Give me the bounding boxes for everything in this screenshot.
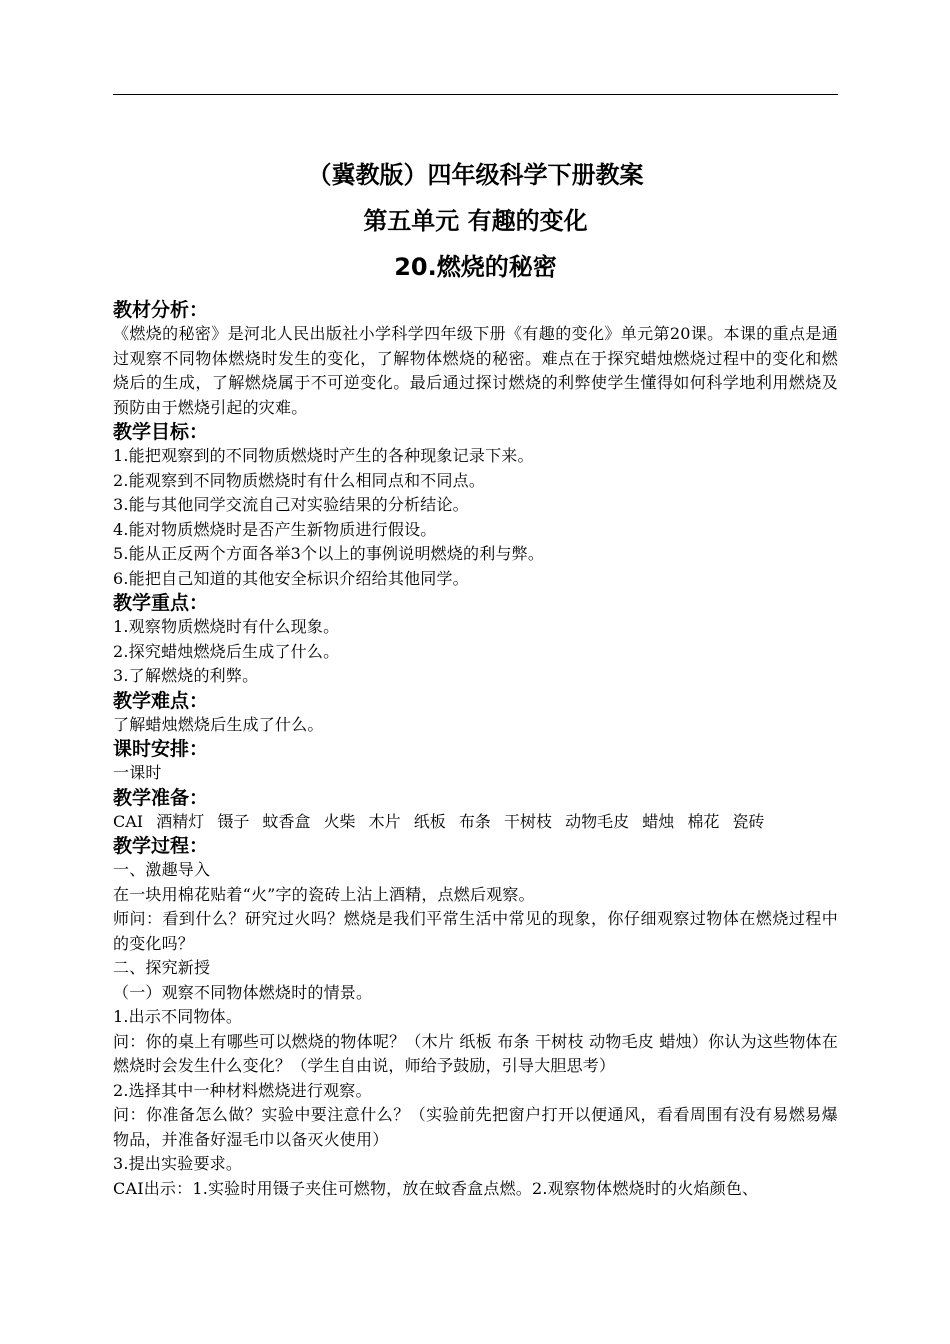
material-item: 干树枝 [503,811,552,831]
difficulty-heading: 教学难点： [113,689,209,712]
material-item: 蚊香盒 [262,811,311,831]
document-body [113,152,838,1201]
material-item: 镊子 [217,811,250,831]
lesson-title: 20.燃烧的秘密 [394,253,557,281]
section-preparation [113,786,838,835]
process-line: 1.出示不同物体。 [113,1007,243,1026]
section-process [113,834,838,1201]
key-points-heading: 教学重点： [113,592,209,614]
process-heading: 教学过程： [113,835,209,857]
process-line: 问：你准备怎么做？实验中要注意什么？（实验前先把窗户打开以便通风，看看周围有没有易燃易爆物品，并准备好湿毛巾以备灭火使用） [113,1105,838,1149]
objective-item: 4.能对物质燃烧时是否产生新物质进行假设。 [113,519,437,539]
process-line: （一）观察不同物体燃烧时的情景。 [113,982,373,1002]
process-line: 师问：看到什么？研究过火吗？燃烧是我们平常生活中常见的现象，你仔细观察过物体在燃烧过程中的变化吗？ [113,909,838,953]
objective-item: 1.能把观察到的不同物质燃烧时产生的各种现象记录下来。 [113,446,534,465]
analysis-text: 《燃烧的秘密》是河北人民出版社小学科学四年级下册《有趣的变化》单元第20课。本课的重点是通过观察不同物体燃烧时发生的变化，了解物体燃烧的秘密。难点在于探究蜡烛燃烧过程中的变化和燃烧后的生成，了解燃烧属于不可逆变化。最后通过探讨燃烧的利弊使学生懂得如何科学地利用燃烧及预防由于燃烧引起的灾难。 [113,324,838,417]
section-key-points [113,591,838,689]
material-item: 动物毛皮 [565,811,630,831]
objective-item: 6.能把自己知道的其他安全标识介绍给其他同学。 [113,568,469,588]
process-line: 二、探究新授 [113,958,211,977]
objective-item: 3.能与其他同学交流自己对实验结果的分析结论。 [113,495,469,514]
material-item: 瓷砖 [732,811,765,831]
material-item: 酒精灯 [156,811,205,831]
section-schedule [113,737,838,786]
analysis-heading: 教材分析： [113,299,209,321]
schedule-heading: 课时安排： [113,738,209,760]
objective-item: 2.能观察到不同物质燃烧时有什么相同点和不同点。 [113,470,486,490]
difficulty-text: 了解蜡烛燃烧后生成了什么。 [113,714,324,734]
header-rule [113,94,838,95]
key-point-item: 2.探究蜡烛燃烧后生成了什么。 [113,641,340,661]
process-line: 问：你的桌上有哪些可以燃烧的物体呢？（木片 纸板 布条 干树枝 动物毛皮 蜡烛）你认为这些物体在燃烧时会发生什么变化？（学生自由说，师给予鼓励，引导大胆思考） [113,1031,838,1075]
material-item: 蜡烛 [642,811,675,831]
process-line: 在一块用棉花贴着“火”字的瓷砖上沾上酒精，点燃后观察。 [113,884,535,904]
material-item: 纸板 [413,811,446,831]
material-item: 棉花 [687,811,720,831]
material-item: CAI [113,811,144,831]
process-line: 3.提出实验要求。 [113,1154,243,1173]
material-item: 布条 [458,811,491,831]
material-item: 火柴 [323,811,356,831]
schedule-text: 一课时 [113,763,162,782]
process-line: 2.选择其中一种材料燃烧进行观察。 [113,1080,372,1100]
objective-item: 5.能从正反两个方面各举3个以上的事例说明燃烧的利与弊。 [113,544,545,563]
process-line: CAI出示：1.实验时用镊子夹住可燃物，放在蚊香盒点燃。2.观察物体燃烧时的火焰颜色、 [113,1178,759,1198]
preparation-heading: 教学准备： [113,786,209,809]
main-title: （冀教版）四年级科学下册教案 [307,161,644,189]
objectives-heading: 教学目标： [113,421,209,443]
materials-list [113,810,838,835]
key-point-item: 1.观察物质燃烧时有什么现象。 [113,617,340,636]
section-analysis [113,298,838,420]
section-objectives [113,420,838,591]
material-item: 木片 [368,811,401,831]
unit-title: 第五单元 有趣的变化 [363,207,588,235]
section-difficulty [113,689,838,738]
key-point-item: 3.了解燃烧的利弊。 [113,666,259,685]
process-line: 一、激趣导入 [113,860,211,879]
